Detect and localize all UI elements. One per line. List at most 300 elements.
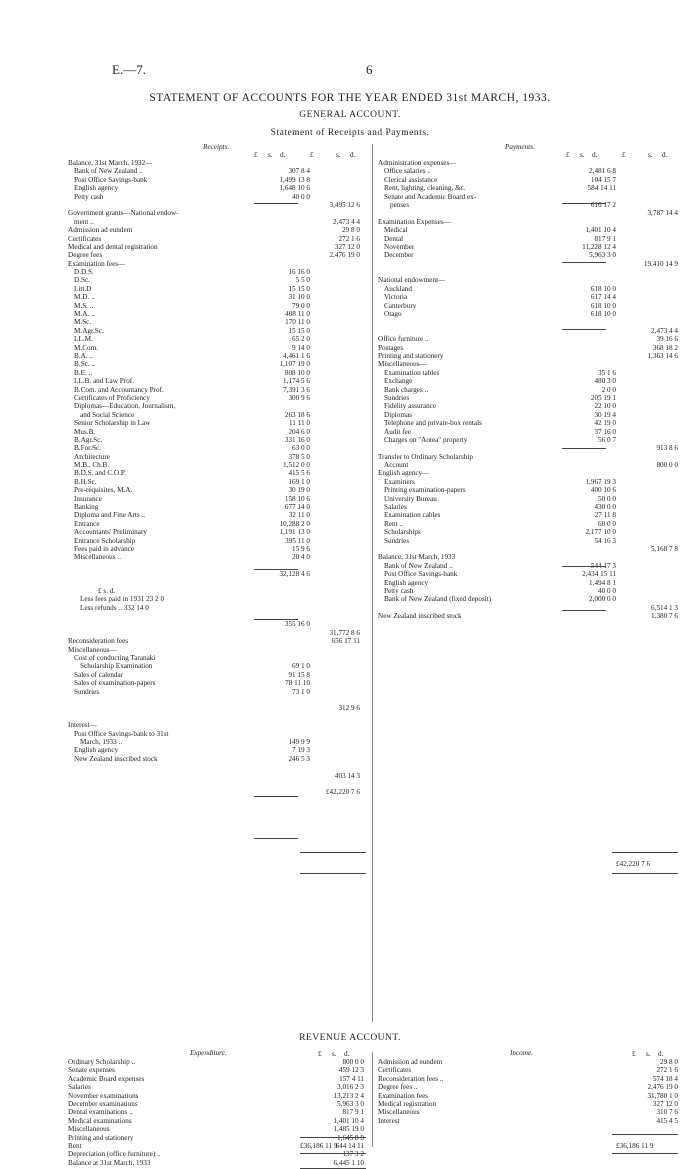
- subtotal-rule: [254, 619, 298, 620]
- amount: 3,016 2 3: [337, 1083, 364, 1092]
- amount-subtotal: 1,191 13 0: [279, 528, 310, 537]
- revenue-account-title: REVENUE ACCOUNT.: [299, 1033, 401, 1043]
- payments-row: [378, 604, 680, 612]
- expenditure-row: [68, 1108, 370, 1116]
- amount-subtotal: 37 16 0: [594, 427, 616, 436]
- row-label: Printing examination-papers: [384, 486, 466, 495]
- amount: 644 14 11: [335, 1141, 364, 1150]
- amount-subtotal: 400 10 6: [590, 486, 616, 495]
- amount-total: 327 12 0: [334, 242, 360, 251]
- payments-row: [378, 218, 680, 226]
- amount-total: 39 16 6: [656, 335, 678, 344]
- row-label: Examination fees: [378, 1091, 429, 1100]
- row-label: B.H.Sc.: [74, 477, 97, 486]
- row-label: Bank of New Zealand (fixed deposit): [384, 595, 492, 604]
- expenditure-row: [68, 1117, 370, 1125]
- row-label: B.D.S. and C.O.P.: [74, 469, 126, 478]
- currency-label: £: [566, 151, 570, 159]
- amount-total: £42,220 7 6: [325, 788, 360, 797]
- income-table: [378, 1058, 680, 1125]
- receipts-row: [68, 503, 370, 511]
- receipts-row: [68, 704, 370, 712]
- payments-row: [378, 453, 680, 461]
- expenditure-total: £36,186 11 9: [300, 1142, 338, 1150]
- receipts-row: [68, 293, 370, 301]
- receipts-row: [68, 184, 370, 192]
- row-label: Certificates of Proficiency: [74, 393, 150, 402]
- row-label: November: [384, 242, 415, 251]
- amount-subtotal: 2,000 0 0: [589, 595, 616, 604]
- amount-subtotal: 170 11 0: [285, 318, 310, 327]
- row-label: Admission ad eundem: [68, 226, 133, 235]
- row-label: Medical: [384, 226, 408, 235]
- payments-row: [378, 478, 680, 486]
- income-row: [378, 1058, 680, 1066]
- payments-row: [378, 251, 680, 259]
- row-label: Administration expenses—: [378, 159, 457, 167]
- receipts-row: [68, 386, 370, 394]
- payments-row: [378, 612, 680, 620]
- payments-row: [378, 553, 680, 561]
- subtotal-rule: [562, 329, 606, 330]
- amount-total: 31,772 8 6: [329, 628, 360, 637]
- amount-subtotal: 15 15 0: [288, 326, 310, 335]
- grand-total-rule: [300, 873, 366, 874]
- row-label: Post Office Savings-bank: [74, 175, 148, 184]
- amount-subtotal: 2 0 0: [601, 385, 616, 394]
- amount-subtotal: 65 2 0: [292, 335, 310, 344]
- receipts-row: [68, 730, 370, 738]
- row-label: Degree fees ..: [378, 1083, 418, 1092]
- income-row: [378, 1100, 680, 1108]
- amount-subtotal: 1,401 10 4: [585, 226, 616, 235]
- row-label: Fees paid in advance: [74, 544, 135, 553]
- receipts-row: [68, 486, 370, 494]
- amount-subtotal: 263 18 6: [284, 410, 310, 419]
- currency-label: £: [310, 151, 314, 159]
- amount-subtotal: 618 10 0: [590, 310, 616, 319]
- payments-row: [378, 511, 680, 519]
- amount-subtotal: 27 11 8: [594, 511, 616, 520]
- receipts-row: [68, 310, 370, 318]
- income-total: £36,186 11 9: [616, 1142, 654, 1150]
- payments-row: [378, 486, 680, 494]
- amount-subtotal: 378 5 0: [288, 452, 310, 461]
- row-label: Academic Board expenses: [68, 1074, 145, 1083]
- amount-subtotal: 355 16 0: [284, 620, 310, 629]
- payments-row: [378, 386, 680, 394]
- row-label: B.E. ..: [74, 368, 93, 377]
- amount-subtotal: 15 9 6: [292, 544, 310, 553]
- row-label: Rent, lighting, cleaning, &c.: [384, 184, 466, 193]
- payments-row: [378, 285, 680, 293]
- amount-subtotal: 40 0 0: [598, 586, 616, 595]
- amount-subtotal: 617 14 4: [590, 293, 616, 302]
- amount: 2,476 19 0: [647, 1083, 678, 1092]
- payments-row: [378, 209, 680, 217]
- revenue-divider: [372, 1052, 373, 1147]
- payments-row: [378, 520, 680, 528]
- amount-subtotal: 1,648 10 6: [279, 184, 310, 193]
- row-label: Salaries: [384, 503, 407, 512]
- amount-subtotal: 205 19 1: [590, 393, 616, 402]
- payments-row: [378, 268, 680, 276]
- receipts-row: [68, 209, 370, 217]
- amount-total: 312 9 6: [338, 704, 360, 713]
- amount-total: 3,495 12 6: [329, 200, 360, 209]
- row-label: Office furniture ..: [378, 335, 429, 344]
- amount: 5,963 3 0: [337, 1099, 364, 1108]
- amount-subtotal: 331 16 0: [284, 435, 310, 444]
- currency-label: £: [254, 151, 258, 159]
- amount-subtotal: 395 11 0: [285, 536, 310, 545]
- row-label: Banking: [74, 503, 99, 512]
- receipts-row: [68, 780, 370, 788]
- row-label: ment ..: [74, 217, 94, 226]
- amount-subtotal: 20 4 0: [292, 553, 310, 562]
- payments-row: [378, 184, 680, 192]
- receipts-row: [68, 201, 370, 209]
- payments-row: [378, 528, 680, 536]
- receipts-row: [68, 251, 370, 259]
- currency-label: d.: [280, 151, 286, 159]
- income-heading: Income.: [510, 1049, 533, 1057]
- row-label: Dental examinations ..: [68, 1108, 133, 1117]
- amount: 13,213 2 4: [333, 1091, 364, 1100]
- amount-subtotal: 817 9 1: [594, 234, 616, 243]
- amount-total: 2,476 19 0: [329, 251, 360, 260]
- currency-label: s.: [268, 151, 273, 159]
- amount-subtotal: 307 8 4: [288, 167, 310, 176]
- row-label: English agency—: [378, 469, 430, 478]
- amount-total: 5,168 7 8: [651, 544, 678, 553]
- payments-row: [378, 226, 680, 234]
- receipts-row: [68, 788, 370, 796]
- income-row: [378, 1083, 680, 1091]
- amount: 327 12 0: [652, 1099, 678, 1108]
- amount-subtotal: 11 11 0: [288, 419, 310, 428]
- row-label: Otago: [384, 310, 402, 319]
- main-title: STATEMENT OF ACCOUNTS FOR THE YEAR ENDED 31st MARCH, 1933.: [149, 92, 551, 104]
- row-label: Printing and stationery: [378, 351, 444, 360]
- receipts-row: [68, 344, 370, 352]
- grand-total-rule: [300, 852, 366, 853]
- row-label: Post Office Savings-bank: [384, 570, 458, 579]
- payments-row: [378, 243, 680, 251]
- receipts-row: [68, 469, 370, 477]
- row-label: Litt.D: [74, 284, 92, 293]
- income-row: [378, 1066, 680, 1074]
- payments-row: [378, 436, 680, 444]
- row-label: Entrance Scholarship: [74, 536, 136, 545]
- row-label: Accountants' Preliminary: [74, 528, 147, 537]
- payments-row: [378, 352, 680, 360]
- amount-subtotal: 50 0 0: [598, 494, 616, 503]
- receipts-row: [68, 579, 370, 587]
- amount-total: 656 17 11: [331, 637, 360, 646]
- receipts-row: [68, 394, 370, 402]
- amount-subtotal: 60 0 0: [598, 519, 616, 528]
- receipts-row: [68, 528, 370, 536]
- currency-label: s.: [336, 151, 341, 159]
- payments-row: [378, 201, 680, 209]
- amount-subtotal: 22 10 0: [594, 402, 616, 411]
- row-label: Sundries: [74, 687, 100, 696]
- amount: 817 9 1: [342, 1108, 364, 1117]
- receipts-row: [68, 243, 370, 251]
- row-label: D.Sc.: [74, 276, 90, 285]
- row-label: Victoria: [384, 293, 408, 302]
- currency-label: d.: [658, 1050, 664, 1058]
- amount-subtotal: 149 9 9: [288, 737, 310, 746]
- amount-subtotal: 30 19 4: [594, 410, 616, 419]
- row-label: Pre-requisites, M.A.: [74, 486, 133, 495]
- payments-row: [378, 545, 680, 553]
- amount-subtotal: 1,494 8 1: [589, 578, 616, 587]
- expenditure-row: [68, 1100, 370, 1108]
- amount-subtotal: 616 17 2: [590, 200, 616, 209]
- row-label: Balance, 31st March, 1933: [378, 553, 456, 562]
- amount: 157 4 11: [339, 1074, 364, 1083]
- income-row: [378, 1108, 680, 1116]
- row-label: Senior Scholarship in Law: [74, 419, 151, 428]
- amount-subtotal: 54 16 3: [594, 536, 616, 545]
- receipts-row: [68, 587, 370, 595]
- row-label: Sales of calendar: [74, 670, 124, 679]
- payments-row: [378, 495, 680, 503]
- row-label: English agency: [384, 578, 429, 587]
- row-label: M.Com.: [74, 343, 98, 352]
- row-label: Balance at 31st March, 1933: [68, 1158, 151, 1167]
- row-label: Miscellaneous: [378, 1108, 420, 1117]
- amount-subtotal: 9 14 0: [292, 343, 310, 352]
- receipts-row: [68, 218, 370, 226]
- row-label: M.Sc.: [74, 318, 92, 327]
- row-label: November examinations: [68, 1091, 139, 1100]
- payments-row: [378, 562, 680, 570]
- receipts-row: [68, 226, 370, 234]
- receipts-row: [68, 369, 370, 377]
- row-label: Sundries: [384, 536, 410, 545]
- receipts-row: [68, 763, 370, 771]
- payments-row: [378, 344, 680, 352]
- amount-subtotal: 2,434 15 11: [582, 570, 616, 579]
- amount-subtotal: 480 3 0: [594, 377, 616, 386]
- payments-row: [378, 419, 680, 427]
- amount-total: 6,514 1 3: [651, 603, 678, 612]
- expenditure-table: [68, 1058, 370, 1167]
- row-label: Reconsideration fees: [68, 637, 129, 646]
- receipts-row: [68, 595, 370, 603]
- receipts-row: [68, 688, 370, 696]
- amount-subtotal: 7 19 3: [292, 746, 310, 755]
- payments-row: [378, 377, 680, 385]
- row-label: Degree fees: [68, 251, 103, 260]
- row-label: M.S. ..: [74, 301, 94, 310]
- amount-subtotal: 544 17 3: [590, 561, 616, 570]
- row-label: Miscellaneous—: [68, 645, 117, 654]
- payments-row: [378, 235, 680, 243]
- currency-label: s.: [332, 1050, 337, 1058]
- receipts-row: [68, 285, 370, 293]
- row-label: December: [384, 251, 414, 260]
- amount: 137 3 2: [342, 1150, 364, 1159]
- receipts-row: [68, 604, 370, 612]
- row-label: English agency: [74, 184, 119, 193]
- row-label: December examinations: [68, 1099, 138, 1108]
- amount-subtotal: 246 5 3: [288, 754, 310, 763]
- subtotal-rule: [562, 566, 606, 567]
- amount-subtotal: 808 10 0: [284, 368, 310, 377]
- amount: 6,445 1 10: [333, 1158, 364, 1167]
- payments-row: [378, 318, 680, 326]
- receipts-row: [68, 713, 370, 721]
- receipts-row: [68, 260, 370, 268]
- row-label: March, 1933 ..: [80, 737, 123, 746]
- row-label: Balance, 31st March, 1932—: [68, 159, 153, 167]
- currency-label: d.: [344, 1050, 350, 1058]
- receipts-row: [68, 671, 370, 679]
- row-label: Entrance: [74, 519, 100, 528]
- amount-subtotal: 1,512 0 0: [283, 461, 310, 470]
- receipts-table: [68, 159, 370, 797]
- page-reference: E.—7.: [112, 62, 146, 77]
- currency-label: s.: [580, 151, 585, 159]
- revenue-total-rule: [300, 1153, 366, 1154]
- general-account-title: GENERAL ACCOUNT.: [299, 110, 401, 120]
- amount-subtotal: 69 1 0: [292, 662, 310, 671]
- row-label: Medical and dental registration: [68, 242, 158, 251]
- amount-subtotal: 618 10 0: [590, 284, 616, 293]
- receipts-row: [68, 746, 370, 754]
- row-label: Office salaries ..: [384, 167, 431, 176]
- row-label: Bank charges ..: [384, 385, 429, 394]
- amount-subtotal: 31 10 0: [288, 293, 310, 302]
- amount-subtotal: 677 14 0: [284, 503, 310, 512]
- amount: 1,401 10 4: [333, 1116, 364, 1125]
- row-label: Fidelity assurance: [384, 402, 437, 411]
- amount-total: 800 0 0: [656, 461, 678, 470]
- receipts-row: [68, 411, 370, 419]
- grand-total-rule: [612, 873, 678, 874]
- receipts-row: [68, 495, 370, 503]
- payments-row: [378, 503, 680, 511]
- receipts-row: [68, 478, 370, 486]
- amount-subtotal: 1,967 19 3: [585, 477, 616, 486]
- payments-row: [378, 360, 680, 368]
- payments-row: [378, 394, 680, 402]
- currency-label: d.: [592, 151, 598, 159]
- payments-heading: Payments.: [505, 143, 535, 151]
- receipts-row: [68, 772, 370, 780]
- amount-subtotal: 2,177 10 0: [585, 528, 616, 537]
- receipts-row: [68, 755, 370, 763]
- receipts-row: [68, 562, 370, 570]
- row-label: Depreciation (office furniture) ..: [68, 1150, 161, 1159]
- amount-total: 913 8 6: [656, 444, 678, 453]
- row-label: £ s. d.: [98, 586, 116, 595]
- row-label: Miscellaneous—: [378, 360, 427, 369]
- amount-total: 272 1 6: [338, 234, 360, 243]
- row-label: Diploma and Fine Arts ..: [74, 511, 146, 520]
- receipts-row: [68, 377, 370, 385]
- row-label: Scholarship Examination: [80, 662, 153, 671]
- payments-row: [378, 579, 680, 587]
- row-label: Salaries: [68, 1083, 91, 1092]
- row-label: Post Office Savings-bank to 31st: [74, 729, 169, 738]
- row-label: Transfer to Ordinary Scholarship: [378, 452, 473, 461]
- receipts-row: [68, 335, 370, 343]
- subtotal-rule: [562, 262, 606, 263]
- payments-row: [378, 402, 680, 410]
- row-label: Senate expenses: [68, 1066, 115, 1075]
- amount: 459 12 3: [338, 1066, 364, 1075]
- receipts-row: [68, 679, 370, 687]
- receipts-row: [68, 646, 370, 654]
- amount-total: 29 8 0: [342, 226, 360, 235]
- row-label: Rent: [68, 1141, 82, 1150]
- row-label: LL.B. and Law Prof.: [74, 377, 134, 386]
- revenue-total-rule: [300, 1137, 366, 1138]
- row-label: Examination cables: [384, 511, 441, 520]
- amount: 415 4 5: [656, 1116, 678, 1125]
- receipts-row: [68, 428, 370, 436]
- amount-subtotal: 40 0 0: [292, 192, 310, 201]
- row-label: and Social Science: [80, 410, 135, 419]
- currency-label: d.: [350, 151, 356, 159]
- amount-total: 2,473 4 4: [651, 326, 678, 335]
- expenditure-row: [68, 1058, 370, 1066]
- row-label: Petty cash: [74, 192, 104, 201]
- row-label: Bank of New Zealand ..: [384, 561, 453, 570]
- income-row: [378, 1092, 680, 1100]
- receipts-row: [68, 419, 370, 427]
- amount-subtotal: 32,128 4 6: [279, 570, 310, 579]
- amount-total: 2,473 4 4: [333, 217, 360, 226]
- amount-subtotal: 5 5 0: [295, 276, 310, 285]
- currency-label: £: [318, 1050, 322, 1058]
- row-label: Certificates: [68, 234, 102, 243]
- row-label: B.A. ..: [74, 351, 93, 360]
- receipts-payments-title: Statement of Receipts and Payments.: [270, 128, 430, 138]
- amount-subtotal: 30 19 0: [288, 486, 310, 495]
- payments-row: [378, 444, 680, 452]
- row-label: National endowment—: [378, 276, 446, 285]
- receipts-row: [68, 276, 370, 284]
- amount-total: 1,380 7 6: [651, 612, 678, 621]
- currency-label: s.: [648, 151, 653, 159]
- receipts-row: [68, 167, 370, 175]
- amount-subtotal: 78 11 10: [285, 679, 310, 688]
- row-label: Telephone and private-box rentals: [384, 419, 482, 428]
- receipts-row: [68, 738, 370, 746]
- amount-total: 403 14 3: [334, 771, 360, 780]
- row-label: B.Agr.Sc.: [74, 435, 103, 444]
- amount: 31,780 1 0: [647, 1091, 678, 1100]
- row-label: Examiners: [384, 477, 415, 486]
- currency-label: s.: [646, 1050, 651, 1058]
- subtotal-rule: [254, 838, 298, 839]
- payments-row: [378, 302, 680, 310]
- payments-row: [378, 411, 680, 419]
- expenditure-row: [68, 1083, 370, 1091]
- amount-subtotal: 56 0 7: [598, 435, 616, 444]
- receipts-row: [68, 453, 370, 461]
- row-label: University Bureau: [384, 494, 437, 503]
- receipts-row: [68, 302, 370, 310]
- subtotal-rule: [254, 203, 298, 204]
- row-label: Dental: [384, 234, 404, 243]
